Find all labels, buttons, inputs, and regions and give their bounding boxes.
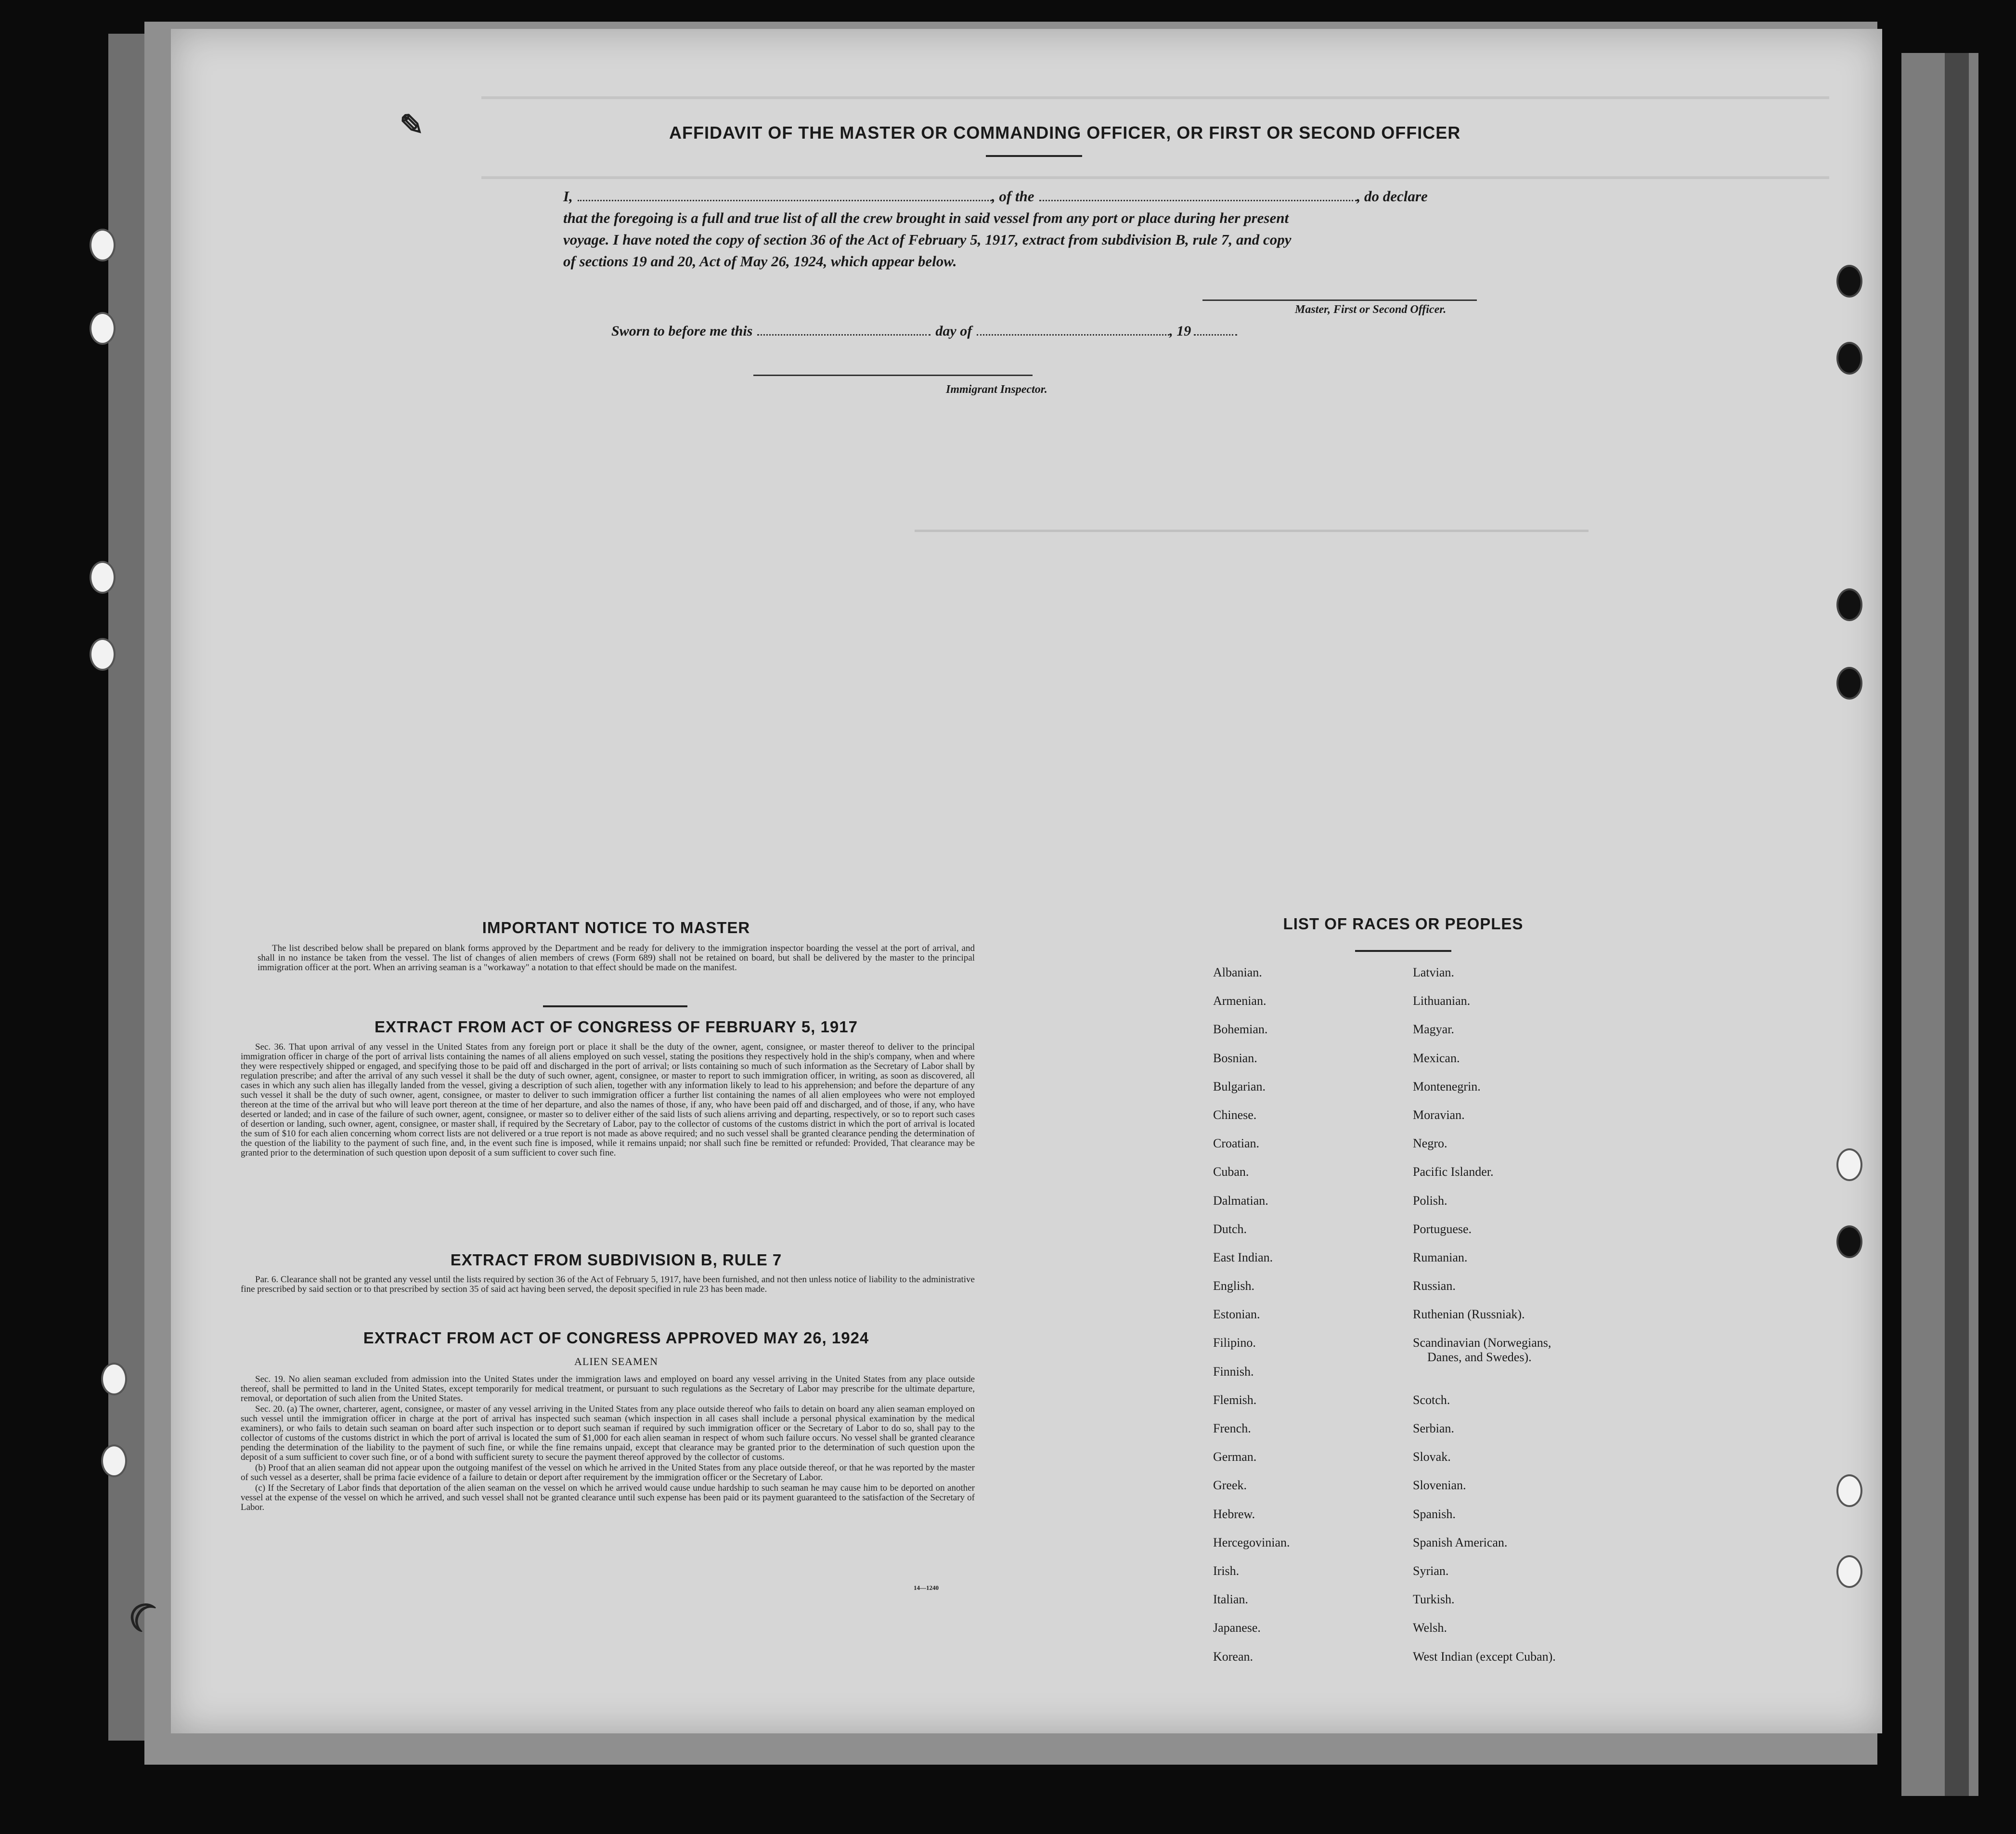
race-list-item: Lithuanian. (1413, 994, 1471, 1008)
affidavit-text (563, 185, 1531, 272)
race-list-item: Slovenian. (1413, 1478, 1466, 1493)
extract-1917-text (241, 1042, 975, 1159)
race-list-item: Dalmatian. (1213, 1193, 1268, 1208)
affidavit-line-1 (563, 185, 1531, 207)
stray-ink-mark: ✎ (400, 109, 424, 141)
master-signature-line[interactable] (1202, 299, 1477, 301)
race-list-item: West Indian (except Cuban). (1413, 1649, 1556, 1664)
extract-rule7-text (241, 1275, 975, 1295)
race-list-item: Chinese. (1213, 1107, 1257, 1122)
race-list-item-continued: Danes, and Swedes). (1427, 1350, 1532, 1365)
race-list-item: Hercegovinian. (1213, 1535, 1290, 1549)
sworn-day-field[interactable] (757, 322, 930, 336)
race-list-item: Russian. (1413, 1279, 1456, 1293)
notice-paragraph: The list described below shall be prepared on blank forms approved by the Department and be ready for delivery to the immigration inspector boarding the vessel at the port of arrival, and shall in no instance be taken from the vessel. The list of changes of alien members of crews (Form 689) shall not be retained on board, but shall be delivered by the master to the principal immigration officer at the port. When an arriving seaman is a "workaway" a notation to that effect should be made on the manifest. (258, 943, 975, 973)
punch-hole (1836, 1148, 1862, 1181)
punch-hole (1836, 265, 1862, 298)
race-list-item: Pacific Islander. (1413, 1165, 1494, 1179)
race-list-item: Italian. (1213, 1592, 1248, 1607)
race-list-item: Korean. (1213, 1649, 1254, 1664)
race-list-item: Magyar. (1413, 1022, 1454, 1037)
sworn-year-field[interactable] (1194, 322, 1237, 336)
punch-hole (101, 1444, 127, 1477)
sec-20c-paragraph: (c) If the Secretary of Labor finds that deportation of the alien seaman on the vessel on which he arrived would cause undue hardship to such seaman he may cause him to be deported on another vessel at the expense of the vessel on which he arrived, and such vessel shall not be granted clearance until such expense has been paid or its payment guaranteed to the satisfaction of the Secretary of Labor. (241, 1483, 975, 1512)
race-list-item: Mexican. (1413, 1051, 1460, 1065)
race-list-item: Negro. (1413, 1136, 1447, 1151)
races-column-2 (1413, 965, 1556, 1678)
punch-hole (1836, 342, 1862, 375)
race-list-item: Irish. (1213, 1563, 1240, 1578)
race-list-item: Spanish. (1413, 1507, 1456, 1521)
race-list-item: Slovak. (1413, 1450, 1451, 1464)
race-list-item: Filipino. (1213, 1336, 1256, 1350)
race-list-item: Latvian. (1413, 965, 1454, 979)
race-list-item: Turkish. (1413, 1592, 1455, 1607)
affidavit-line-3: voyage. I have noted the copy of section 36 of the Act of February 5, 1917, extract from subdivision B, rule 7, and copy (563, 231, 1292, 248)
race-list-item: Spanish American. (1413, 1535, 1508, 1549)
notice-title: IMPORTANT NOTICE TO MASTER (482, 919, 750, 937)
section-divider (543, 1005, 687, 1007)
sec-20b-paragraph: (b) Proof that an alien seaman did not appear upon the outgoing manifest of the vessel on which he arrived in the United States from any place outside thereof, or that he was reported by the master of such vessel as a deserter, shall be prima facie evidence of a failure to detain or deport after requirement by the immigration officer or the Secretary of Labor. (241, 1463, 975, 1483)
race-list-item: Bohemian. (1213, 1022, 1268, 1037)
race-list-item: German. (1213, 1450, 1257, 1464)
race-list-item: Serbian. (1413, 1421, 1454, 1436)
extract-1917-title: EXTRACT FROM ACT OF CONGRESS OF FEBRUARY 5, 1917 (375, 1018, 858, 1036)
sworn-year: , 19 (1169, 323, 1191, 339)
affidavit-of-the: , of the (991, 188, 1034, 205)
race-list-item: Scotch. (1413, 1392, 1450, 1407)
master-signature-label: Master, First or Second Officer. (1295, 303, 1447, 316)
race-list-item: Moravian. (1413, 1107, 1465, 1122)
race-list-item: Armenian. (1213, 994, 1266, 1008)
punch-hole (1836, 1225, 1862, 1258)
extract-rule7-title: EXTRACT FROM SUBDIVISION B, RULE 7 (450, 1251, 782, 1269)
sec-20a-paragraph: Sec. 20. (a) The owner, charterer, agent, consignee, or master of any vessel arriving in the United States from any place outside thereof who fails to detain on board any alien seaman employed on such vessel until the immigration officer in charge at the port of arrival has inspected such seaman (which inspection in all cases shall include a personal physical examination by the medical examiners), or who fails to detain such seaman on board after such inspection or to deport such seaman if required by such immigration officer or the Secretary of Labor to do so, shall pay to the collector of customs of the customs district in which the port of arrival is located the sum of $1,000 for each alien seaman in respect of whom such failure occurs. No vessel shall be granted clearance pending the determination of the liability to the payment of such fine, or while the fine remains unpaid, except that clearance may be granted prior to the determination of such question upon the deposit of a sum sufficient to cover such fine, or of a bond with sufficient surety to secure the payment thereof approved by the collector of customs. (241, 1404, 975, 1462)
punch-hole (1836, 588, 1862, 621)
race-list-item: Welsh. (1413, 1621, 1447, 1635)
race-list-item: English. (1213, 1279, 1254, 1293)
race-list-item: Cuban. (1213, 1165, 1249, 1179)
races-title-underline (1355, 950, 1451, 952)
affidavit-i: I, (563, 188, 573, 205)
race-list-item: Croatian. (1213, 1136, 1260, 1151)
race-list-item: French. (1213, 1421, 1251, 1435)
punch-hole (90, 561, 116, 594)
bleed-through (915, 501, 1589, 532)
sworn-line (611, 322, 1237, 339)
punch-hole (1836, 667, 1862, 700)
race-list-item: Bulgarian. (1213, 1079, 1266, 1093)
inspector-signature-label: Immigrant Inspector. (946, 383, 1047, 396)
affidavit-line-4: of sections 19 and 20, Act of May 26, 1924, which appear below. (563, 253, 957, 270)
affidavit-line-2: that the foregoing is a full and true list of all the crew brought in said vessel from any port or place during her present (563, 209, 1289, 226)
extract-1924-title: EXTRACT FROM ACT OF CONGRESS APPROVED MAY 26, 1924 (363, 1329, 869, 1347)
race-list-item: Hebrew. (1213, 1507, 1255, 1521)
race-list-item: Syrian. (1413, 1563, 1449, 1578)
scan-background-right-shadow (1945, 53, 1969, 1796)
race-list-item: Portuguese. (1413, 1222, 1472, 1236)
title-underline (986, 155, 1082, 157)
name-field[interactable] (578, 187, 992, 201)
race-list-item: Dutch. (1213, 1222, 1247, 1236)
extract-rule7-paragraph: Par. 6. Clearance shall not be granted any vessel until the lists required by section 36 of the Act of February 5, 1917, have been furnished, and not then unless notice of liability to the administrative fine prescribed by said section or to that prescribed by section 35 of said act having been served, the deposit specified in rule 23 has been made. (241, 1275, 975, 1294)
notice-text (258, 944, 975, 974)
race-list-item: Japanese. (1213, 1621, 1261, 1635)
race-list-item: Rumanian. (1413, 1250, 1468, 1264)
extract-1924-text (241, 1375, 975, 1513)
race-list-item: Bosnian. (1213, 1051, 1257, 1065)
races-title: LIST OF RACES OR PEOPLES (1283, 915, 1524, 933)
race-list-item: East Indian. (1213, 1250, 1273, 1264)
race-list-item: Polish. (1413, 1193, 1447, 1208)
sworn-prefix: Sworn to before me this (611, 323, 753, 339)
punch-hole (1836, 1555, 1862, 1588)
extract-1924-subtitle: ALIEN SEAMEN (574, 1355, 658, 1367)
form-number: 14—1240 (914, 1584, 939, 1591)
affidavit-title: AFFIDAVIT OF THE MASTER OR COMMANDING OFFICER, OR FIRST OR SECOND OFFICER (669, 123, 1461, 143)
punch-hole (90, 638, 116, 671)
stray-pencil-mark: ☾ (119, 1592, 170, 1646)
race-list-item: Scandinavian (Norwegians, (1413, 1336, 1551, 1350)
race-list-item: Estonian. (1213, 1307, 1260, 1322)
punch-hole (90, 229, 116, 261)
punch-hole (101, 1363, 127, 1395)
sec-19-paragraph: Sec. 19. No alien seaman excluded from admission into the United States under the immigration laws and employed on board any vessel arriving in the United States from any place outside thereof, shall be permitted to land in the United States, except temporarily for medical treatment, or pursuant to such regulations as the Secretary of Labor may prescribe for the ultimate departure, removal, or deportation of such alien from the United States. (241, 1374, 975, 1404)
race-list-item: Greek. (1213, 1478, 1247, 1493)
race-list-item: Montenegrin. (1413, 1079, 1481, 1093)
inspector-signature-line[interactable] (753, 375, 1033, 376)
affidavit-declare: , do declare (1357, 188, 1428, 205)
sworn-month-field[interactable] (977, 322, 1169, 336)
vessel-field[interactable] (1039, 187, 1357, 201)
punch-hole (90, 312, 116, 345)
race-list-item: Finnish. (1213, 1364, 1254, 1379)
races-column-1 (1213, 965, 1290, 1678)
race-list-item: Ruthenian (Russniak). (1413, 1307, 1525, 1322)
extract-1917-paragraph: Sec. 36. That upon arrival of any vessel in the United States from any foreign port or place it shall be the duty of the owner, agent, consignee, or master thereof to deliver to the principal immigration officer in charge of the port of arrival lists containing the names of all aliens employed on such vessel, stating the positions they respectively hold in the ship's company, when and where they were respectively shipped or engaged, and specifying those to be paid off and discharged in the port of arrival; or lists containing so much of such information as the Secretary of Labor shall by regulation prescribe; and after the arrival of any such vessel it shall be the duty of such owner, agent, consignee, or master to report to such immigration officer, in writing, as soon as discovered, all cases in which any such alien has illegally landed from the vessel, giving a description of such alien, together with any information likely to lead to his apprehension; and before the departure of any such vessel it shall be the duty of such owner, agent, consignee, or master to deliver to such immigration officer a further list containing the names of all alien employees who were not employed thereon at the time of the arrival but who will leave port thereon at the time of her departure, and also the names of those, if any, who have been paid off and discharged, and of those, if any, who have deserted or landed; and in case of the failure of such owner, agent, consignee, or master so to deliver either of the said lists of such aliens arriving and departing, respectively, or so to report such cases of desertion or landing, such owner, agent, consignee, or master shall, if required by the Secretary of Labor, pay to the collector of customs of the customs district in which the port of arrival is located the sum of $10 for each alien concerning whom correct lists are not delivered or a true report is not made as above required; and no such vessel shall be granted clearance pending the determination of the question of the liability to the payment of such fine, and, in the event such fine is imposed, while it remains unpaid; nor shall such fine be remitted or refunded: Provided, That clearance may be granted prior to the determination of such question upon deposit of a sum sufficient to cover such fine. (241, 1042, 975, 1158)
punch-hole (1836, 1474, 1862, 1507)
sworn-day-of: day of (935, 323, 972, 339)
race-list-item: Albanian. (1213, 965, 1262, 979)
race-list-item: Flemish. (1213, 1392, 1257, 1407)
